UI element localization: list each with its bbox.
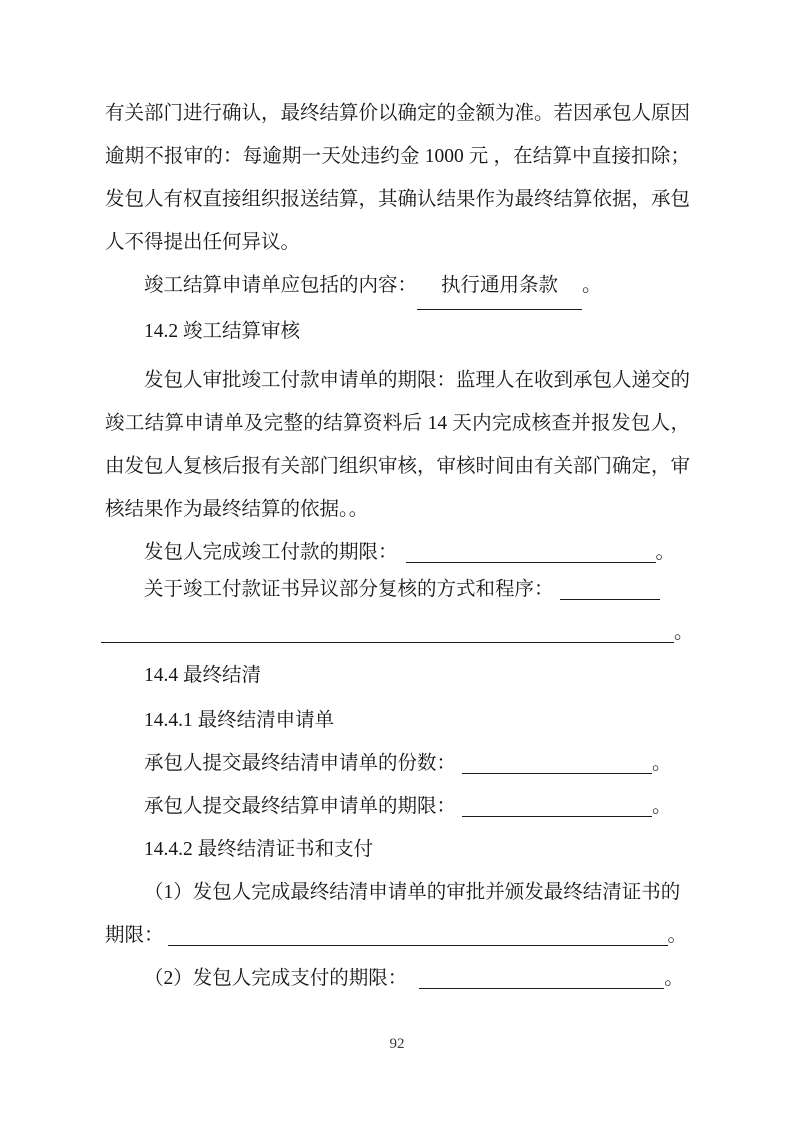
blank-item2-payment-deadline: [419, 968, 664, 989]
completion-payment-deadline-label: 发包人完成竣工付款的期限：: [144, 542, 398, 563]
blank-dispute-review-procedure-start: [560, 579, 660, 600]
line-item2-payment-deadline: [105, 957, 690, 1000]
line-dispute-review-procedure-continuation: [101, 611, 694, 654]
period: 。: [667, 925, 688, 946]
blank-final-settlement-deadline: [462, 796, 652, 817]
period: 。: [652, 753, 672, 774]
final-clearance-copies-label: 承包人提交最终结清申请单的份数：: [144, 753, 457, 774]
period: 。: [664, 968, 684, 989]
section-heading-14-2: 14.2 竣工结算审核: [144, 321, 301, 342]
section-heading-14-4-2: 14.4.2 最终结清证书和支付: [144, 839, 374, 860]
section-heading-14-4-1: 14.4.1 最终结清申请单: [144, 710, 335, 731]
line-item1-deadline: [105, 914, 690, 957]
blank-item1-deadline: [168, 925, 668, 946]
paragraph-settlement-review: 发包人审批竣工付款申请单的期限：监理人在收到承包人递交的竣工结算申请单及完整的结算资料后 14 天内完成核查并报发包人，由发包人复核后报有关部门组织审核，审核时间由有关部门确定，审核结果作为最终结算的依据。。: [105, 370, 691, 520]
paragraph-settlement-confirmation: 有关部门进行确认，最终结算价以确定的金额为准。若因承包人原因逾期不报审的：每逾期一天处违约金 1000 元 ，在结算中直接扣除；发包人有权直接组织报送结算，其确认结果作为最终结算依据，承包人不得提出任何异议。: [105, 103, 691, 253]
page-number: 92: [389, 1036, 405, 1052]
settlement-application-content-label: 竣工结算申请单应包括的内容：: [144, 275, 418, 296]
item1-deadline-label: 期限：: [105, 925, 164, 946]
blank-dispute-review-procedure-continuation: [101, 622, 674, 643]
dispute-review-procedure-label: 关于竣工付款证书异议部分复核的方式和程序：: [144, 579, 554, 600]
section-heading-14-4: 14.4 最终结清: [144, 665, 262, 686]
blank-completion-payment-deadline: [406, 542, 656, 563]
document-content: [105, 92, 694, 1000]
period: 。: [582, 275, 602, 296]
line-final-clearance-copies: [105, 742, 690, 785]
period: 。: [655, 542, 676, 563]
period: 。: [674, 622, 694, 643]
line-dispute-review-procedure: [105, 568, 690, 611]
filled-blank-general-terms: 执行通用条款: [417, 264, 582, 310]
period: 。: [652, 796, 672, 817]
line-settlement-application-content: [105, 264, 690, 310]
blank-final-clearance-copies: [462, 753, 652, 774]
item2-payment-deadline-label: （2）发包人完成支付的期限：: [144, 968, 408, 989]
line-item1-text: （1）发包人完成最终结清申请单的审批并颁发最终结清证书的: [144, 882, 681, 903]
final-settlement-deadline-label: 承包人提交最终结算申请单的期限：: [144, 796, 457, 817]
line-final-settlement-deadline: [105, 785, 690, 828]
